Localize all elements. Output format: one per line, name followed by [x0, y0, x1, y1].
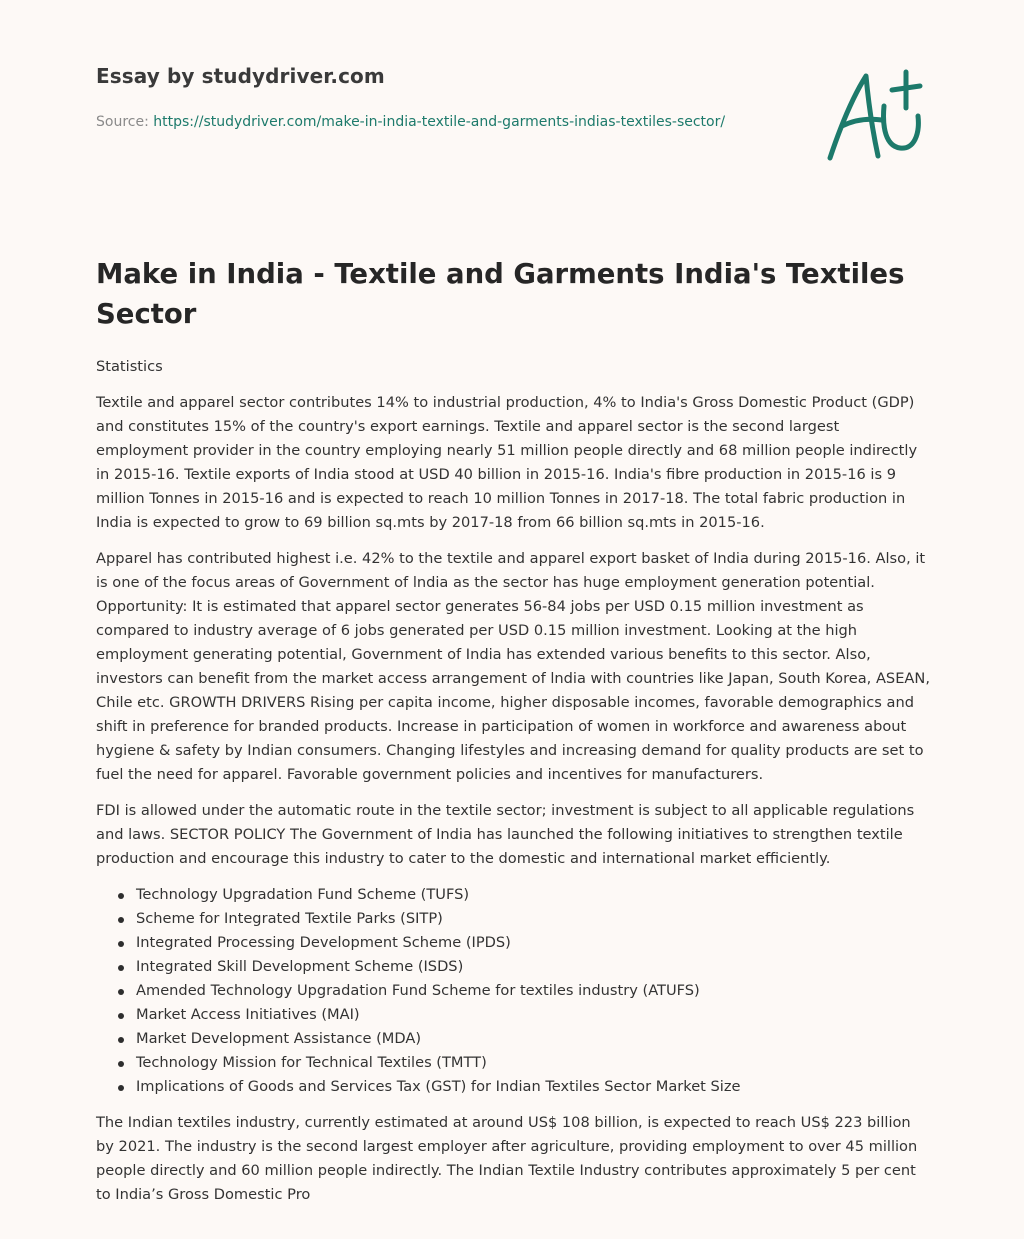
list-item: Integrated Skill Development Scheme (ISDS)	[136, 955, 930, 979]
list-item: Technology Upgradation Fund Scheme (TUFS)	[136, 883, 930, 907]
paragraph-market-size: The Indian textiles industry, currently estimated at around US$ 108 billion, is expected to reach US$ 223 billion by 2021. The industry is the second largest employer after agriculture, providing employment to over 45 million people directly and 60 million people indirectly. The Indian Textile Industry contributes approximately 5 per cent to India’s Gross Domestic Pro	[96, 1114, 918, 1203]
source-link[interactable]: https://studydriver.com/make-in-india-textile-and-garments-indias-textiles-sector/	[153, 114, 726, 130]
list-item: Market Development Assistance (MDA)	[136, 1027, 930, 1051]
list-item: Scheme for Integrated Textile Parks (SITP)	[136, 907, 930, 931]
source-label: Source:	[96, 114, 149, 130]
list-item: Implications of Goods and Services Tax (GST) for Indian Textiles Sector Market Size	[136, 1075, 930, 1099]
paragraph-apparel: Apparel has contributed highest i.e. 42% to the textile and apparel export basket of India during 2015-16. Also, it is one of the focus areas of Government of lndia as the sector has huge employment generation potential. Opportunity: It is estimated that apparel sector generates 56-84 jobs per USD 0.15 million investment as compared to industry average of 6 jobs generated per USD 0.15 million investment. Looking at the high employment generating potential, Government of India has extended various benefits to this sector. Also, investors can benefit from the market access arrangement of lndia with countries like Japan, South Korea, ASEAN, Chile etc. GROWTH DRIVERS Rising per capita income, higher disposable incomes, favorable demographics and shift in preference for branded products. Increase in participation of women in workforce and awareness about hygiene & safety by Indian consumers. Changing lifestyles and increasing demand for quality products are set to fuel the need for apparel. Favorable government policies and incentives for manufacturers.	[96, 550, 930, 783]
paragraph-statistics: Textile and apparel sector contributes 14% to industrial production, 4% to India's Gross Domestic Product (GDP) and constitutes 15% of the country's export earnings. Textile and apparel sector is the second largest employment provider in the country employing nearly 51 million people directly and 68 million people indirectly in 2015-16. Textile exports of India stood at USD 40 billion in 2015-16. India's fibre production in 2015-16 is 9 million Tonnes in 2015-16 and is expected to reach 10 million Tonnes in 2017-18. The total fabric production in India is expected to grow to 69 billion sq.mts by 2017-18 from 66 billion sq.mts in 2015-16.	[96, 394, 918, 531]
list-item: Technology Mission for Technical Textiles (TMTT)	[136, 1051, 930, 1075]
article-body	[96, 355, 930, 1219]
a-plus-logo	[822, 68, 928, 164]
a-plus-logo-icon	[822, 68, 928, 164]
source-line	[96, 110, 736, 134]
page-title: Make in India - Textile and Garments India's Textiles Sector	[96, 258, 905, 330]
paragraph-fdi: FDI is allowed under the automatic route in the textile sector; investment is subject to all applicable regulations and laws. SECTOR POLICY The Government of India has launched the following initiatives to strengthen textile production and encourage this industry to cater to the domestic and international market efficiently.	[96, 802, 915, 867]
list-item: Integrated Processing Development Scheme (IPDS)	[136, 931, 930, 955]
site-brand: Essay by studydriver.com	[96, 64, 385, 88]
list-item: Amended Technology Upgradation Fund Scheme for textiles industry (ATUFS)	[136, 979, 930, 1003]
initiatives-list	[96, 883, 930, 1099]
section-label: Statistics	[96, 358, 163, 375]
list-item: Market Access Initiatives (MAI)	[136, 1003, 930, 1027]
